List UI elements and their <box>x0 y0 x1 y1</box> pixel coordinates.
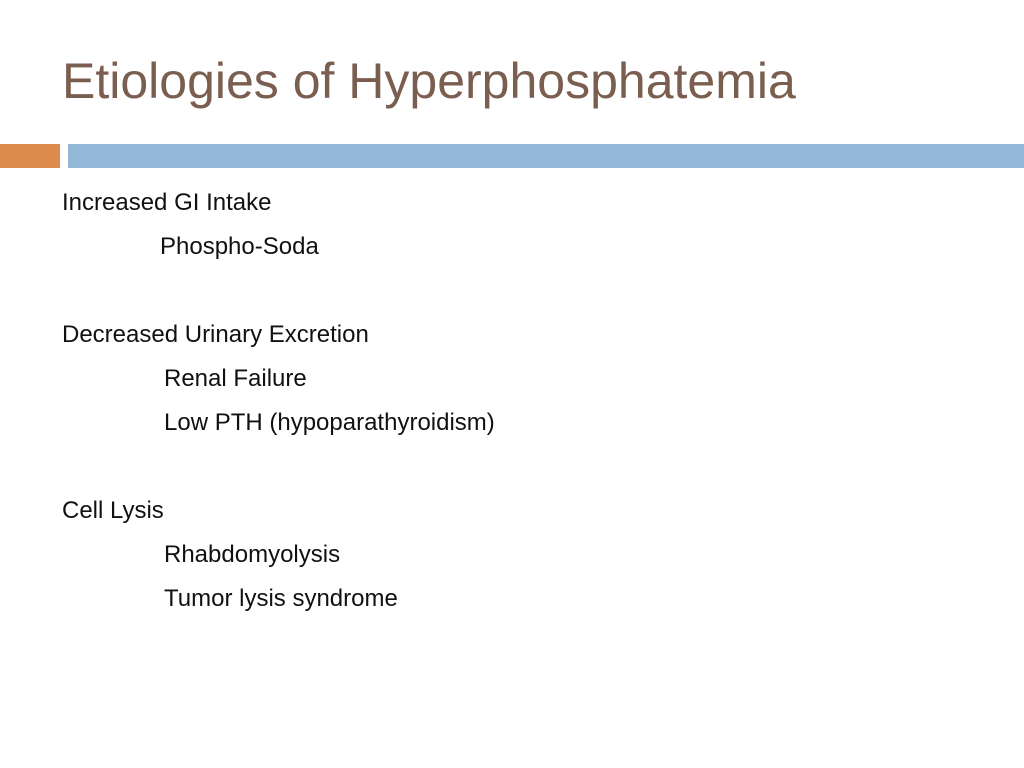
list-item-tumor-lysis: Tumor lysis syndrome <box>164 585 398 612</box>
list-item-phospho-soda: Phospho-Soda <box>160 233 319 260</box>
slide-title: Etiologies of Hyperphosphatemia <box>62 53 796 109</box>
section-heading-gi-intake: Increased GI Intake <box>62 189 272 216</box>
list-item-rhabdomyolysis: Rhabdomyolysis <box>164 541 341 568</box>
section-heading-cell-lysis: Cell Lysis <box>62 497 164 524</box>
list-item-low-pth: Low PTH (hypoparathyroidism) <box>164 409 495 436</box>
section-heading-urinary-excretion: Decreased Urinary Excretion <box>62 321 369 348</box>
list-item-renal-failure: Renal Failure <box>164 365 307 392</box>
